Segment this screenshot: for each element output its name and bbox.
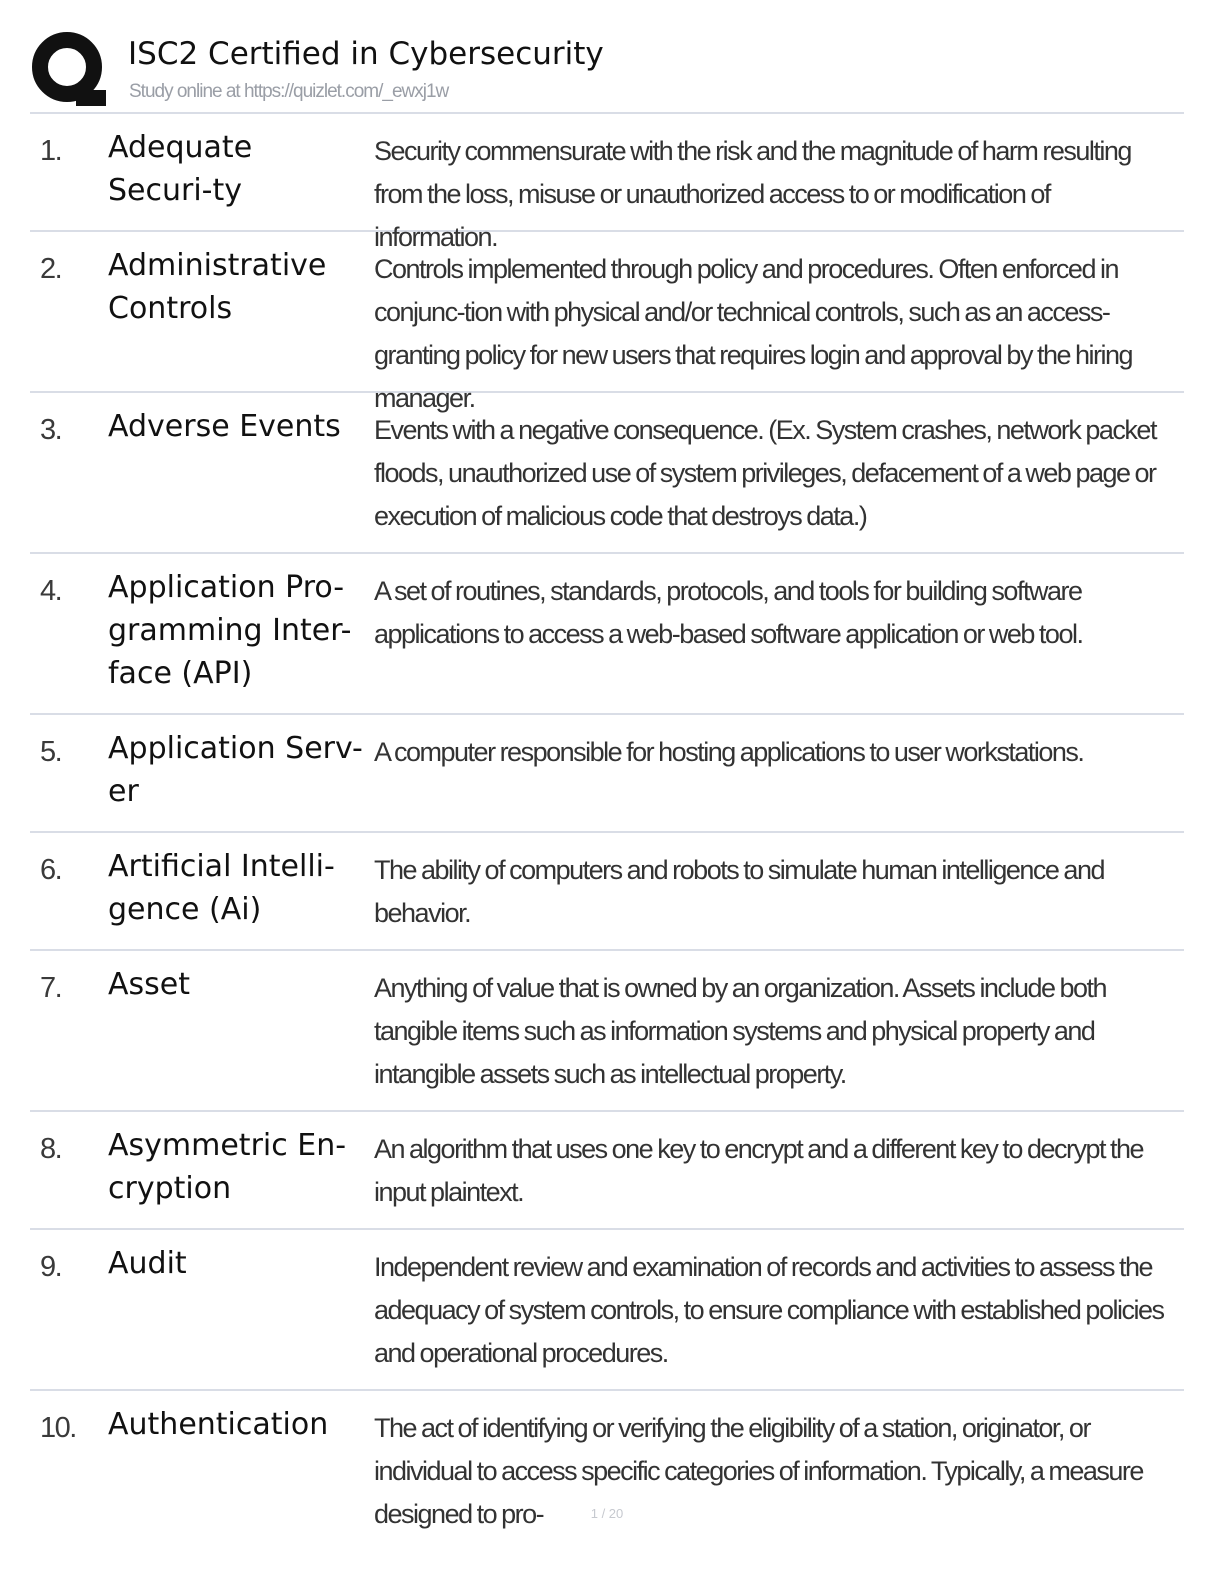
entry-term: Adverse Events — [108, 409, 341, 444]
entry-number: 10. — [40, 1412, 76, 1444]
entry-definition: Security commensurate with the risk and the magnitude of harm resulting from the loss, misuse or unauthorized access to or modification of information. — [374, 136, 1131, 252]
entry-definition: A computer responsible for hosting applications to user workstations. — [374, 737, 1084, 767]
entry-definition: Controls implemented through policy and procedures. Often enforced in conjunc-tion with physical and/or technical controls, such as an access-granting policy for new users that requires login and approval by the hiring manager. — [374, 254, 1133, 413]
term-entry — [30, 833, 1184, 951]
term-entry — [30, 114, 1184, 252]
term-entry — [30, 393, 1184, 554]
term-entry — [30, 951, 1184, 1112]
document-header — [30, 28, 1184, 114]
page-number: 1 / 20 — [590, 1506, 624, 1521]
entry-definition: Anything of value that is owned by an organization. Assets include both tangible items such as information systems and physical property and intangible assets such as intellectual property. — [374, 973, 1107, 1089]
quizlet-q-logo-icon — [30, 30, 108, 108]
entry-number: 9. — [40, 1251, 62, 1283]
entry-term: Artificial Intelli-gence (Ai) — [108, 849, 335, 927]
entry-number: 4. — [40, 575, 62, 607]
document-title: ISC2 Certified in Cybersecurity — [128, 36, 604, 72]
entry-definition: A set of routines, standards, protocols, and tools for building software applications to access a web-based software application or web tool. — [374, 576, 1083, 649]
term-entry — [30, 232, 1184, 413]
entry-definition: An algorithm that uses one key to encrypt and a different key to decrypt the input plaintext. — [374, 1134, 1144, 1207]
entry-term: Application Pro-gramming Inter-face (API) — [108, 570, 352, 691]
entry-number: 8. — [40, 1133, 62, 1165]
entry-definition: The ability of computers and robots to simulate human intelligence and behavior. — [374, 855, 1104, 928]
term-entry — [30, 715, 1184, 833]
entry-term: Administrative Controls — [108, 248, 327, 326]
entry-term: Application Serv-er — [108, 731, 363, 809]
entry-number: 3. — [40, 414, 62, 446]
entry-definition: Independent review and examination of records and activities to assess the adequacy of system controls, to ensure compliance with established policies and operational procedures. — [374, 1252, 1164, 1368]
entry-number: 7. — [40, 972, 62, 1004]
term-entry — [30, 1230, 1184, 1391]
entry-definition: The act of identifying or verifying the eligibility of a station, originator, or individual to access specific categories of information. Typically, a measure designed to pro- — [374, 1413, 1143, 1529]
term-entry — [30, 1112, 1184, 1230]
entry-number: 5. — [40, 736, 62, 768]
entry-term: Asset — [108, 967, 191, 1002]
entry-number: 1. — [40, 135, 62, 167]
entry-term: Asymmetric En-cryption — [108, 1128, 347, 1206]
term-entry — [30, 554, 1184, 715]
entry-definition: Events with a negative consequence. (Ex. System crashes, network packet floods, unauthorized use of system privileges, defacement of a web page or execution of malicious code that destroys data.) — [374, 415, 1156, 531]
entry-number: 6. — [40, 854, 62, 886]
study-online-link[interactable]: Study online at https://quizlet.com/_ewxj1w — [129, 81, 449, 102]
entry-term: Audit — [108, 1246, 187, 1281]
entry-term: Adequate Securi-ty — [108, 130, 253, 208]
entry-number: 2. — [40, 253, 62, 285]
entry-term: Authentication — [108, 1407, 329, 1442]
